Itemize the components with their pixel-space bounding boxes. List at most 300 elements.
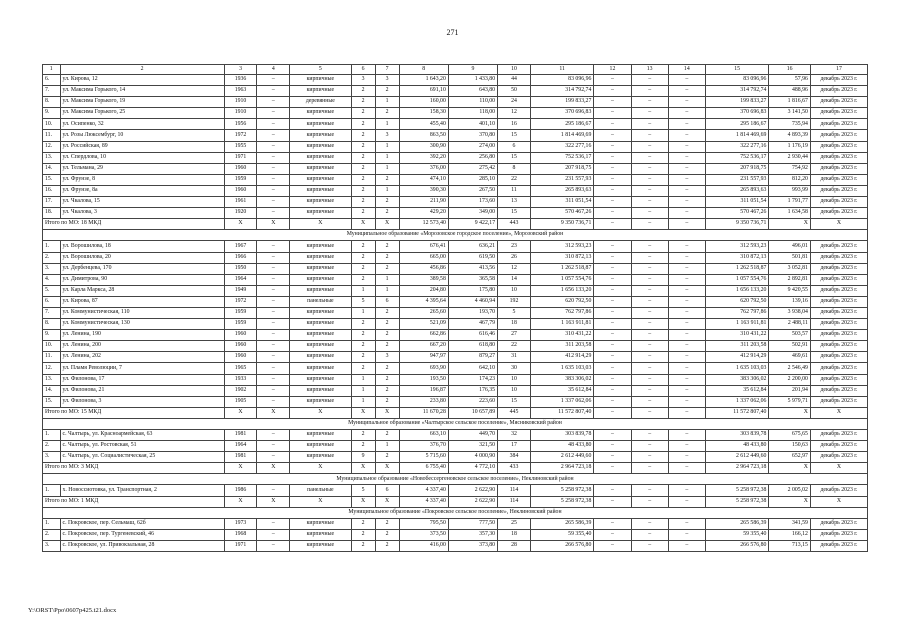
- table-cell: 114: [498, 485, 531, 496]
- table-row: [43, 130, 868, 141]
- table-cell: 321,50: [448, 441, 497, 452]
- table-row: [43, 352, 868, 363]
- table-cell: 275,42: [448, 163, 497, 174]
- table-row: [43, 152, 868, 163]
- table-cell: 735,94: [769, 119, 811, 130]
- table-cell: декабрь 2023 г.: [810, 252, 867, 263]
- table-cell: 1963: [224, 86, 257, 97]
- table-cell: 27: [498, 330, 531, 341]
- table-cell: 4 460,94: [448, 296, 497, 307]
- table-cell: 265 893,63: [530, 185, 593, 196]
- table-cell: –: [594, 163, 631, 174]
- table-cell: декабрь 2023 г.: [810, 296, 867, 307]
- table-cell: кирпичные: [290, 252, 351, 263]
- table-cell: –: [594, 374, 631, 385]
- table-cell: –: [594, 341, 631, 352]
- table-cell: 59 355,40: [705, 529, 768, 540]
- table-cell: 231 557,93: [530, 174, 593, 185]
- table-cell: 676,41: [399, 241, 448, 252]
- table-cell: 370 696,83: [530, 108, 593, 119]
- table-cell: –: [594, 274, 631, 285]
- table-cell: 311 051,54: [705, 197, 768, 208]
- table-cell: 4.: [43, 274, 61, 285]
- section-header-row: [43, 230, 868, 241]
- table-cell: 2 964 723,18: [705, 463, 768, 474]
- table-cell: –: [257, 341, 290, 352]
- table-cell: 11: [498, 185, 531, 196]
- table-cell: 265 586,39: [705, 518, 768, 529]
- table-cell: 474,10: [399, 174, 448, 185]
- table-cell: –: [668, 285, 705, 296]
- table-cell: 2: [351, 130, 375, 141]
- table-cell: –: [668, 130, 705, 141]
- table-row: [43, 330, 868, 341]
- table-cell: 11.: [43, 352, 61, 363]
- address-cell: с. Покровское, пер. Сельмаш, 62б: [60, 518, 224, 529]
- table-cell: 174,23: [448, 374, 497, 385]
- table-cell: 467,79: [448, 319, 497, 330]
- table-cell: кирпичные: [290, 363, 351, 374]
- table-cell: 30: [498, 363, 531, 374]
- table-cell: 2: [375, 252, 399, 263]
- table-cell: 1 791,77: [769, 197, 811, 208]
- table-cell: декабрь 2023 г.: [810, 163, 867, 174]
- table-cell: 1968: [224, 529, 257, 540]
- table-cell: 267,50: [448, 185, 497, 196]
- table-cell: –: [631, 219, 668, 230]
- table-cell: 2 488,11: [769, 319, 811, 330]
- table-cell: X: [257, 219, 290, 230]
- table-cell: –: [257, 197, 290, 208]
- table-cell: декабрь 2023 г.: [810, 152, 867, 163]
- table-cell: 9 422,17: [448, 219, 497, 230]
- total-row: [43, 463, 868, 474]
- table-cell: 2 612 449,60: [530, 452, 593, 463]
- table-cell: –: [631, 485, 668, 496]
- table-cell: кирпичные: [290, 385, 351, 396]
- table-cell: 256,80: [448, 152, 497, 163]
- table-cell: 11 670,28: [399, 407, 448, 418]
- table-cell: –: [631, 86, 668, 97]
- table-cell: 2 200,00: [769, 374, 811, 385]
- table-cell: декабрь 2023 г.: [810, 452, 867, 463]
- table-cell: X: [257, 496, 290, 507]
- table-cell: 2: [375, 363, 399, 374]
- table-cell: 18.: [43, 208, 61, 219]
- table-cell: –: [257, 352, 290, 363]
- section-title: Муниципальное образование «Чалтырское сельское поселение», Мясниковский район: [43, 418, 868, 429]
- table-cell: 6: [375, 485, 399, 496]
- table-cell: 1973: [224, 518, 257, 529]
- table-cell: –: [594, 463, 631, 474]
- table-cell: 9 350 736,71: [705, 219, 768, 230]
- table-cell: X: [769, 407, 811, 418]
- table-cell: 311 203,58: [530, 341, 593, 352]
- address-cell: ул. Максима Горького, 19: [60, 97, 224, 108]
- table-cell: 231 557,93: [705, 174, 768, 185]
- table-cell: –: [668, 274, 705, 285]
- table-cell: –: [257, 141, 290, 152]
- address-cell: ул. Филонова, 21: [60, 385, 224, 396]
- table-cell: декабрь 2023 г.: [810, 430, 867, 441]
- table-row: [43, 341, 868, 352]
- table-cell: 13.: [43, 152, 61, 163]
- table-cell: 48 433,80: [530, 441, 593, 452]
- table-cell: 15: [498, 130, 531, 141]
- table-cell: 1.: [43, 241, 61, 252]
- table-cell: –: [594, 152, 631, 163]
- table-cell: 433: [498, 463, 531, 474]
- table-cell: 2: [351, 97, 375, 108]
- table-cell: –: [594, 108, 631, 119]
- address-cell: ул. Коммунистическая, 130: [60, 319, 224, 330]
- table-cell: –: [257, 274, 290, 285]
- table-cell: –: [257, 163, 290, 174]
- table-cell: –: [594, 319, 631, 330]
- table-row: [43, 296, 868, 307]
- table-cell: 2 964 723,18: [530, 463, 593, 474]
- table-cell: декабрь 2023 г.: [810, 540, 867, 551]
- table-cell: 1971: [224, 540, 257, 551]
- table-cell: 416,00: [399, 540, 448, 551]
- table-cell: 373,80: [448, 540, 497, 551]
- table-cell: –: [631, 285, 668, 296]
- table-cell: кирпичные: [290, 263, 351, 274]
- table-cell: деревянные: [290, 97, 351, 108]
- table-cell: 118,00: [448, 108, 497, 119]
- table-row: [43, 163, 868, 174]
- table-cell: 3.: [43, 452, 61, 463]
- table-cell: 2: [375, 307, 399, 318]
- table-cell: –: [668, 452, 705, 463]
- table-cell: –: [257, 119, 290, 130]
- table-cell: –: [668, 174, 705, 185]
- table-cell: 1960: [224, 330, 257, 341]
- table-cell: 863,50: [399, 130, 448, 141]
- table-cell: 1960: [224, 163, 257, 174]
- table-cell: 1: [375, 119, 399, 130]
- table-cell: 274,00: [448, 141, 497, 152]
- table-cell: –: [668, 296, 705, 307]
- address-cell: ул. Филонова, 17: [60, 374, 224, 385]
- table-cell: 1 057 554,76: [530, 274, 593, 285]
- section-title: Муниципальное образование «Новобессергеновское сельское поселение», Неклиновский район: [43, 474, 868, 485]
- table-cell: 1 816,67: [769, 97, 811, 108]
- table-cell: –: [257, 296, 290, 307]
- table-cell: 158,30: [399, 108, 448, 119]
- table-cell: 2: [351, 86, 375, 97]
- table-cell: 1 262 518,87: [705, 263, 768, 274]
- table-cell: 1959: [224, 307, 257, 318]
- table-cell: 59 355,40: [530, 529, 593, 540]
- table-cell: –: [257, 208, 290, 219]
- table-cell: кирпичные: [290, 108, 351, 119]
- table-cell: 2: [351, 441, 375, 452]
- table-cell: 114: [498, 496, 531, 507]
- table-cell: –: [631, 241, 668, 252]
- table-cell: 150,63: [769, 441, 811, 452]
- table-cell: 5 258 972,38: [705, 496, 768, 507]
- table-cell: 1 262 518,87: [530, 263, 593, 274]
- table-cell: 1: [351, 307, 375, 318]
- table-cell: 713,15: [769, 540, 811, 551]
- table-cell: 303 839,78: [530, 430, 593, 441]
- table-cell: 1: [351, 396, 375, 407]
- address-cell: ул. Кирова, 87: [60, 296, 224, 307]
- table-cell: –: [594, 540, 631, 551]
- table-cell: 389,58: [399, 274, 448, 285]
- table-cell: –: [594, 219, 631, 230]
- table-cell: кирпичные: [290, 75, 351, 86]
- table-cell: кирпичные: [290, 241, 351, 252]
- table-cell: 503,57: [769, 330, 811, 341]
- table-cell: 1 634,58: [769, 208, 811, 219]
- table-row: [43, 241, 868, 252]
- table-cell: 392,20: [399, 152, 448, 163]
- address-cell: ул. Фрунзе, 8: [60, 174, 224, 185]
- table-cell: 357,30: [448, 529, 497, 540]
- table-cell: –: [257, 319, 290, 330]
- table-cell: X: [351, 407, 375, 418]
- table-cell: кирпичные: [290, 163, 351, 174]
- table-cell: 1 656 133,20: [530, 285, 593, 296]
- table-cell: X: [224, 463, 257, 474]
- page-number: 271: [446, 28, 459, 37]
- table-cell: –: [668, 208, 705, 219]
- table-row: [43, 529, 868, 540]
- table-cell: –: [257, 529, 290, 540]
- table-cell: 620 792,50: [705, 296, 768, 307]
- table-row: [43, 430, 868, 441]
- table-cell: 663,10: [399, 430, 448, 441]
- table-row: [43, 518, 868, 529]
- table-cell: X: [290, 496, 351, 507]
- table-cell: –: [594, 407, 631, 418]
- address-cell: ул. Кирова, 12: [60, 75, 224, 86]
- address-cell: ул. Ленина, 200: [60, 341, 224, 352]
- table-cell: 1949: [224, 285, 257, 296]
- table-cell: 1972: [224, 130, 257, 141]
- table-cell: 192: [498, 296, 531, 307]
- table-cell: –: [631, 374, 668, 385]
- table-cell: X: [375, 407, 399, 418]
- table-cell: 384: [498, 452, 531, 463]
- table-cell: 5: [498, 307, 531, 318]
- table-cell: –: [631, 341, 668, 352]
- table-row: [43, 174, 868, 185]
- table-cell: 175,80: [448, 285, 497, 296]
- table-cell: кирпичные: [290, 430, 351, 441]
- column-number-cell: 5: [290, 65, 351, 75]
- table-cell: 2 930,44: [769, 152, 811, 163]
- table-cell: 5 979,71: [769, 396, 811, 407]
- table-cell: –: [594, 363, 631, 374]
- table-cell: 2: [351, 163, 375, 174]
- table-cell: X: [257, 407, 290, 418]
- table-cell: 11.: [43, 130, 61, 141]
- table-cell: декабрь 2023 г.: [810, 263, 867, 274]
- table-cell: 4 893,39: [769, 130, 811, 141]
- table-cell: –: [257, 285, 290, 296]
- table-cell: 1966: [224, 252, 257, 263]
- table-cell: X: [224, 496, 257, 507]
- table-cell: декабрь 2023 г.: [810, 330, 867, 341]
- table-row: [43, 374, 868, 385]
- table-cell: 1 656 133,20: [705, 285, 768, 296]
- column-number-cell: 11: [530, 65, 593, 75]
- table-cell: 2: [375, 518, 399, 529]
- table-cell: 2: [375, 374, 399, 385]
- table-cell: декабрь 2023 г.: [810, 119, 867, 130]
- table-cell: 12: [498, 108, 531, 119]
- table-row: [43, 485, 868, 496]
- table-cell: 199 833,27: [705, 97, 768, 108]
- table-cell: 1: [351, 374, 375, 385]
- table-cell: –: [631, 274, 668, 285]
- table-cell: декабрь 2023 г.: [810, 396, 867, 407]
- table-cell: –: [594, 330, 631, 341]
- table-cell: 2: [351, 119, 375, 130]
- table-cell: –: [594, 97, 631, 108]
- table-cell: –: [257, 441, 290, 452]
- table-cell: 1960: [224, 352, 257, 363]
- table-cell: X: [375, 463, 399, 474]
- table-cell: 12.: [43, 141, 61, 152]
- table-cell: 947,97: [399, 352, 448, 363]
- table-row: [43, 307, 868, 318]
- table-cell: 445: [498, 407, 531, 418]
- address-cell: ул. Пламя Революции, 7: [60, 363, 224, 374]
- table-cell: X: [375, 219, 399, 230]
- table-cell: декабрь 2023 г.: [810, 75, 867, 86]
- table-cell: 11 572 807,40: [705, 407, 768, 418]
- address-cell: с. Чалтырь, ул. Социалистическая, 25: [60, 452, 224, 463]
- table-cell: –: [631, 197, 668, 208]
- address-cell: ул. Осипенко, 32: [60, 119, 224, 130]
- table-cell: 2.: [43, 529, 61, 540]
- table-cell: –: [594, 441, 631, 452]
- table-row: [43, 452, 868, 463]
- table-cell: 9 350 736,71: [530, 219, 593, 230]
- table-cell: 173,60: [448, 197, 497, 208]
- table-cell: декабрь 2023 г.: [810, 141, 867, 152]
- table-cell: 22: [498, 174, 531, 185]
- address-cell: с. Покровское, пер. Тургеневский, 46: [60, 529, 224, 540]
- table-cell: –: [257, 108, 290, 119]
- table-cell: 618,80: [448, 341, 497, 352]
- table-cell: –: [594, 352, 631, 363]
- table-cell: –: [631, 119, 668, 130]
- table-cell: X: [769, 496, 811, 507]
- column-number-cell: 4: [257, 65, 290, 75]
- total-row: [43, 219, 868, 230]
- table-cell: 2: [375, 241, 399, 252]
- table-cell: 18: [498, 529, 531, 540]
- table-cell: 10: [498, 374, 531, 385]
- table-cell: 1: [375, 285, 399, 296]
- table-cell: –: [594, 285, 631, 296]
- table-cell: 48 433,80: [705, 441, 768, 452]
- table-cell: кирпичные: [290, 208, 351, 219]
- table-cell: –: [631, 330, 668, 341]
- table-cell: X: [810, 463, 867, 474]
- table-cell: 6: [375, 296, 399, 307]
- table-cell: –: [594, 208, 631, 219]
- column-number-cell: 12: [594, 65, 631, 75]
- table-cell: кирпичные: [290, 540, 351, 551]
- table-cell: декабрь 2023 г.: [810, 174, 867, 185]
- table-cell: 5: [351, 296, 375, 307]
- table-cell: 1959: [224, 174, 257, 185]
- table-cell: декабрь 2023 г.: [810, 374, 867, 385]
- table-cell: кирпичные: [290, 396, 351, 407]
- table-cell: 2 546,49: [769, 363, 811, 374]
- table-cell: 310 872,13: [705, 252, 768, 263]
- table-cell: –: [257, 86, 290, 97]
- table-cell: 1: [375, 163, 399, 174]
- table-cell: 443: [498, 219, 531, 230]
- table-cell: –: [594, 529, 631, 540]
- table-cell: декабрь 2023 г.: [810, 274, 867, 285]
- table-cell: –: [668, 241, 705, 252]
- table-cell: 12 573,40: [399, 219, 448, 230]
- table-cell: 1: [375, 141, 399, 152]
- table-cell: –: [594, 307, 631, 318]
- table-cell: –: [594, 130, 631, 141]
- table-cell: 455,40: [399, 119, 448, 130]
- table-cell: 1981: [224, 452, 257, 463]
- table-cell: 24: [498, 97, 531, 108]
- table-cell: 199 833,27: [530, 97, 593, 108]
- table-cell: 521,09: [399, 319, 448, 330]
- table-cell: 176,35: [448, 385, 497, 396]
- table-row: [43, 396, 868, 407]
- address-cell: ул. Спердлова, 10: [60, 152, 224, 163]
- column-number-cell: 13: [631, 65, 668, 75]
- table-cell: –: [668, 430, 705, 441]
- column-number-cell: 16: [769, 65, 811, 75]
- table-cell: 349,00: [448, 208, 497, 219]
- table-cell: 14: [498, 274, 531, 285]
- column-number-cell: 2: [60, 65, 224, 75]
- table-cell: 1981: [224, 430, 257, 441]
- table-cell: –: [631, 463, 668, 474]
- table-cell: 365,58: [448, 274, 497, 285]
- table-cell: 2.: [43, 441, 61, 452]
- table-cell: 2: [375, 319, 399, 330]
- table-cell: 2: [351, 540, 375, 551]
- table-cell: –: [257, 385, 290, 396]
- table-cell: 1 337 062,06: [705, 396, 768, 407]
- table-cell: 265 893,63: [705, 185, 768, 196]
- table-cell: 5 258 972,38: [530, 485, 593, 496]
- table-row: [43, 285, 868, 296]
- table-cell: 83 096,96: [705, 75, 768, 86]
- table-cell: 616,46: [448, 330, 497, 341]
- table-cell: 3: [375, 352, 399, 363]
- table-cell: 7.: [43, 307, 61, 318]
- table-cell: 383 306,02: [530, 374, 593, 385]
- table-cell: 777,50: [448, 518, 497, 529]
- table-cell: 370,80: [448, 130, 497, 141]
- table-cell: X: [769, 219, 811, 230]
- table-cell: –: [257, 396, 290, 407]
- table-cell: 3.: [43, 263, 61, 274]
- table-cell: –: [668, 108, 705, 119]
- table-cell: –: [257, 241, 290, 252]
- table-cell: 35 612,84: [530, 385, 593, 396]
- table-cell: 642,10: [448, 363, 497, 374]
